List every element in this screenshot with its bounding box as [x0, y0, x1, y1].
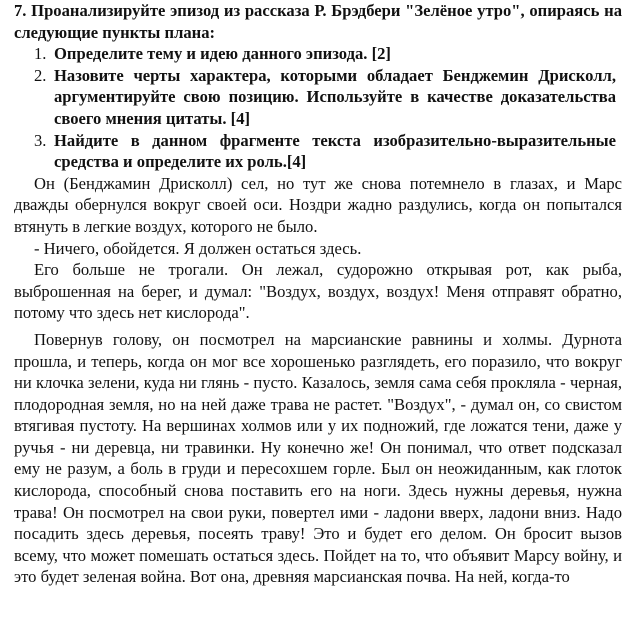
document-page [14, 0, 622, 588]
plan-item-1 [14, 43, 622, 65]
plan-item-3 [14, 130, 622, 173]
plan-item-text: Назовите черты характера, которыми обладает Бенджемин Дрисколл, аргументируйте свою позицию. Используйте в качестве доказательства своего мнения цитаты. [4] [54, 65, 616, 128]
plan-list [14, 43, 622, 173]
plan-item-number: 3. [34, 130, 47, 150]
excerpt-paragraph-1: Он (Бенджамин Дрисколл) сел, но тут же снова потемнело в глазах, и Марс дважды обернулся вокруг своей оси. Ноздри жадно раздулись, когда он попытался втянуть в легкие воздух, которого не было. [14, 173, 622, 236]
excerpt-paragraph-2: - Ничего, обойдется. Я должен остаться здесь. [34, 238, 362, 258]
plan-item-number: 1. [34, 44, 47, 64]
excerpt-paragraph-4: Повернув голову, он посмотрел на марсианские равнины и холмы. Дурнота прошла, и теперь, когда он мог все хорошенько разглядеть, его поразило, что вокруг ни клочка зелени, куда ни глянь - пусто. Казалось, земля сама себя прокляла - черная, плодородная земля, но на ней даже трава не растет. "Воздух", - думал он, со свистом втягивая пустоту. На вершинах холмов или у их подножий, где ложатся тени, даже у ручья - ни деревца, ни травинки. Ну конечно же! Он понимал, что ответ подсказал ему не разум, а боль в груди и пересохшем горле. Был он неожиданным, как глоток кислорода, способный снова поставить его на ноги. Здесь нужны деревья, нужна трава! Он посмотрел на свои руки, повертел ими - ладони вверх, ладони вниз. Надо посадить здесь деревья, посеять траву! Это и будет его делом. Он бросит вызов всему, что может помешать остаться здесь. Пойдет на то, что объявит Марсу войну, и это будет зеленая война. Вот она, древняя марсианская почва. На ней, когда-то [14, 329, 622, 587]
plan-item-2 [14, 65, 622, 130]
excerpt-paragraph-3: Его больше не трогали. Он лежал, судорожно открывая рот, как рыба, выброшенная на берег, и думал: "Воздух, воздух, воздух! Меня отправят обратно, потому что здесь нет кислорода". [14, 260, 622, 323]
plan-item-number: 2. [34, 65, 47, 85]
plan-item-text: Найдите в данном фрагменте текста изобразительно-выразительные средства и определите их роль.[4] [54, 130, 616, 172]
plan-item-text: Определите тему и идею данного эпизода. [2] [54, 44, 391, 64]
task-title: 7. Проанализируйте эпизод из рассказа Р. Брэдбери "Зелёное утро", опираясь на следующие пункты плана: [14, 1, 622, 42]
story-excerpt [14, 173, 622, 588]
